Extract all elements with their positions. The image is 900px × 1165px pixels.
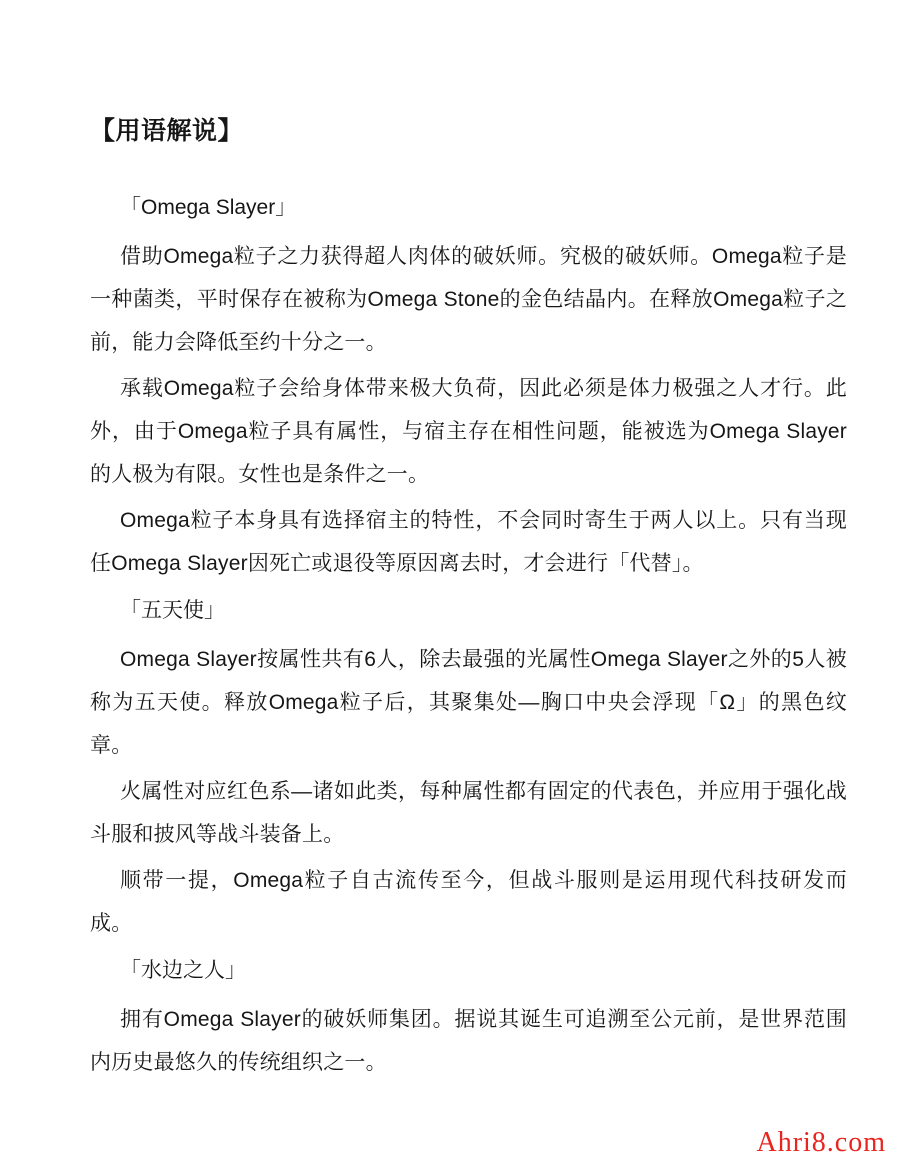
section-title-five-angels: 「五天使」	[120, 599, 225, 622]
section-five-angels	[90, 589, 847, 945]
paragraph: 借助Omega粒子之力获得超人肉体的破妖师。究极的破妖师。Omega粒子是一种菌类，平时保存在被称为Omega Stone的金色结晶内。在释放Omega粒子之前，能力会降低至约十分之一。	[90, 245, 847, 354]
paragraph: 承载Omega粒子会给身体带来极大负荷，因此必须是体力极强之人才行。此外，由于Omega粒子具有属性，与宿主存在相性问题，能被选为Omega Slayer的人极为有限。女性也是条件之一。	[90, 377, 847, 486]
page-title: 【用语解说】	[90, 117, 244, 145]
paragraph: 拥有Omega Slayer的破妖师集团。据说其诞生可追溯至公元前，是世界范围内历史最悠久的传统组织之一。	[90, 1008, 847, 1074]
paragraph: 火属性对应红色系—诸如此类，每种属性都有固定的代表色，并应用于强化战斗服和披风等战斗装备上。	[90, 780, 847, 846]
section-omega-slayer	[90, 186, 847, 585]
paragraph: Omega粒子本身具有选择宿主的特性，不会同时寄生于两人以上。只有当现任Omega Slayer因死亡或退役等原因离去时，才会进行「代替」。	[90, 509, 847, 575]
section-title-omega-slayer: 「Omega Slayer」	[120, 196, 297, 219]
site-watermark: Ahri8.com	[756, 1127, 886, 1158]
section-title-waterside-people: 「水边之人」	[120, 959, 246, 982]
section-waterside-people	[90, 949, 847, 1084]
paragraph: 顺带一提，Omega粒子自古流传至今，但战斗服则是运用现代科技研发而成。	[90, 869, 847, 935]
paragraph: Omega Slayer按属性共有6人，除去最强的光属性Omega Slayer之外的5人被称为五天使。释放Omega粒子后，其聚集处—胸口中央会浮现「Ω」的黑色纹章。	[90, 648, 847, 757]
document-page	[90, 0, 847, 1087]
